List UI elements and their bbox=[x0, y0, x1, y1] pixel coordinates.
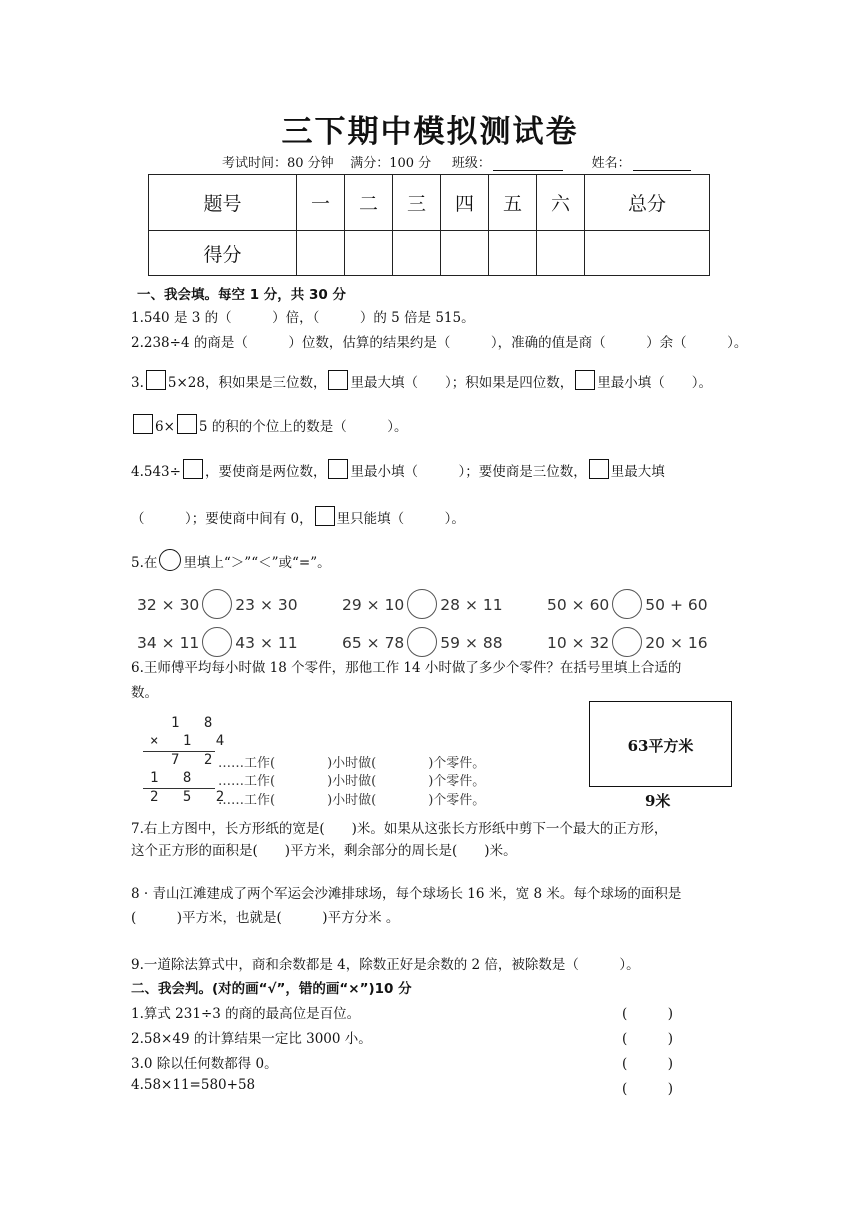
q3b-text-2: 5 的积的个位上的数是（ ）。 bbox=[198, 419, 408, 435]
score-cell[interactable] bbox=[393, 231, 441, 276]
judge-paren[interactable]: ( ) bbox=[622, 1031, 674, 1047]
blank-box bbox=[328, 459, 348, 479]
blank-box bbox=[133, 414, 153, 434]
page-title: 三下期中模拟测试卷 bbox=[281, 114, 579, 150]
score-table bbox=[148, 174, 710, 276]
score-table-header: 二 bbox=[345, 175, 393, 231]
name-blank[interactable] bbox=[633, 170, 691, 171]
score-table-header: 总分 bbox=[585, 175, 710, 231]
comparison-item bbox=[342, 589, 503, 619]
score-table-header: 三 bbox=[393, 175, 441, 231]
comparison-left: 50 × 60 bbox=[547, 596, 610, 614]
question-5 bbox=[131, 549, 331, 571]
comparison-left: 29 × 10 bbox=[342, 596, 405, 614]
blank-box bbox=[177, 414, 197, 434]
q4a-text-3: 里最大填 bbox=[610, 464, 665, 480]
comparison-left: 65 × 78 bbox=[342, 634, 405, 652]
question-2: 2.238÷4 的商是（ ）位数，估算的结果约是（ ），准确的值是商（ ）余（ ）。 bbox=[131, 335, 748, 351]
q4-prefix: 4.543÷ bbox=[131, 464, 181, 480]
question-4a bbox=[131, 459, 665, 480]
score-table-header: 六 bbox=[537, 175, 585, 231]
comparison-item bbox=[342, 627, 503, 657]
q3b-text-1: 6× bbox=[155, 419, 175, 435]
q3a-text-2: 里最大填（ ）；积如果是四位数， bbox=[350, 375, 574, 391]
blank-box bbox=[328, 370, 348, 390]
exam-info bbox=[222, 152, 695, 171]
rectangle-figure bbox=[589, 701, 732, 787]
judge-paren[interactable]: ( ) bbox=[622, 1081, 674, 1097]
judge-item: 1.算式 231÷3 的商的最高位是百位。 bbox=[131, 1006, 361, 1022]
question-4b bbox=[131, 506, 465, 527]
comparison-right: 59 × 88 bbox=[440, 634, 503, 652]
question-7-line2: 这个正方形的面积是( )平方米，剩余部分的周长是( )米。 bbox=[131, 843, 517, 859]
question-8-line1: 8 · 青山江滩建成了两个军运会沙滩排球场，每个球场长 16 米，宽 8 米。每个球场的面积是 bbox=[131, 886, 682, 902]
mult-note: ……工作( )小时做( )个零件。 bbox=[218, 756, 486, 771]
score-cell[interactable] bbox=[537, 231, 585, 276]
blank-box bbox=[575, 370, 595, 390]
class-label: 班级： bbox=[451, 156, 491, 171]
blank-circle bbox=[159, 549, 181, 571]
mult-note: ……工作( )小时做( )个零件。 bbox=[218, 774, 486, 789]
exam-time: 考试时间：80 分钟 bbox=[222, 156, 334, 171]
score-table-header: 一 bbox=[297, 175, 345, 231]
mult-row-5: 2 5 2 bbox=[150, 789, 233, 805]
mult-row-4: 1 8 bbox=[150, 770, 200, 786]
q4a-text-2: 里最小填（ ）；要使商是三位数， bbox=[350, 464, 587, 480]
q3a-text-1: 5×28，积如果是三位数， bbox=[167, 375, 327, 391]
name-label: 姓名： bbox=[591, 156, 631, 171]
comparison-left: 34 × 11 bbox=[137, 634, 200, 652]
q3-prefix: 3. bbox=[131, 375, 144, 391]
judge-paren[interactable]: ( ) bbox=[622, 1056, 674, 1072]
comparison-item bbox=[137, 589, 298, 619]
mult-row-2: × 1 4 bbox=[150, 733, 233, 749]
rectangle-area-label: 63平方米 bbox=[627, 737, 694, 755]
question-7-line1: 7.右上方图中，长方形纸的宽是( )米。如果从这张长方形纸中剪下一个最大的正方形， bbox=[131, 821, 668, 837]
score-table-score-row bbox=[149, 231, 710, 276]
judge-item: 4.58×11=580+58 bbox=[131, 1077, 256, 1093]
compare-circle[interactable] bbox=[202, 627, 232, 657]
score-cell[interactable] bbox=[585, 231, 710, 276]
score-table-header: 题号 bbox=[149, 175, 297, 231]
comparison-right: 23 × 30 bbox=[235, 596, 298, 614]
blank-box bbox=[183, 459, 203, 479]
judge-item: 2.58×49 的计算结果一定比 3000 小。 bbox=[131, 1031, 372, 1047]
blank-box bbox=[146, 370, 166, 390]
question-9: 9.一道除法算式中，商和余数都是 4，除数正好是余数的 2 倍，被除数是（ ）。 bbox=[131, 957, 640, 973]
score-cell[interactable] bbox=[297, 231, 345, 276]
score-table-header: 四 bbox=[441, 175, 489, 231]
comparison-left: 10 × 32 bbox=[547, 634, 610, 652]
q5-text-1: 5.在 bbox=[131, 555, 158, 571]
q4b-text-1: （ ）；要使商中间有 0， bbox=[131, 511, 313, 527]
score-cell[interactable] bbox=[345, 231, 393, 276]
comparison-item bbox=[547, 589, 708, 619]
q3a-text-3: 里最小填（ ）。 bbox=[597, 375, 712, 391]
comparison-right: 43 × 11 bbox=[235, 634, 298, 652]
mult-row-3: 7 2 bbox=[171, 752, 221, 768]
question-8-line2: ( )平方米，也就是( )平方分米 。 bbox=[131, 910, 400, 926]
question-3b bbox=[131, 414, 408, 435]
comparison-item bbox=[547, 627, 708, 657]
judge-paren[interactable]: ( ) bbox=[622, 1006, 674, 1022]
compare-circle[interactable] bbox=[612, 627, 642, 657]
compare-circle[interactable] bbox=[407, 627, 437, 657]
question-3a bbox=[131, 370, 712, 391]
question-6-line2: 数。 bbox=[131, 685, 158, 701]
judge-item: 3.0 除以任何数都得 0。 bbox=[131, 1056, 278, 1072]
class-blank[interactable] bbox=[493, 170, 563, 171]
score-cell[interactable] bbox=[489, 231, 537, 276]
mult-row-1: 1 8 bbox=[171, 715, 221, 731]
comparison-right: 20 × 16 bbox=[645, 634, 708, 652]
blank-box bbox=[315, 506, 335, 526]
mult-note: ……工作( )小时做( )个零件。 bbox=[218, 793, 486, 808]
section2-heading: 二、我会判。(对的画“√”，错的画“×”)10 分 bbox=[131, 981, 412, 997]
comparison-item bbox=[137, 627, 298, 657]
blank-box bbox=[589, 459, 609, 479]
q4b-text-2: 里只能填（ ）。 bbox=[336, 511, 465, 527]
question-6-line1: 6.王师傅平均每小时做 18 个零件，那他工作 14 小时做了多少个零件？在括号里填上合适的 bbox=[131, 660, 682, 676]
compare-circle[interactable] bbox=[202, 589, 232, 619]
rectangle-width-label: 9米 bbox=[645, 792, 671, 810]
score-row-label: 得分 bbox=[149, 231, 297, 276]
q4a-text-1: ，要使商是两位数， bbox=[204, 464, 327, 480]
compare-circle[interactable] bbox=[407, 589, 437, 619]
comparison-right: 28 × 11 bbox=[440, 596, 503, 614]
question-1: 1.540 是 3 的（ ）倍，（ ）的 5 倍是 515。 bbox=[131, 310, 475, 326]
exam-full-score: 满分：100 分 bbox=[350, 156, 432, 171]
score-table-header: 五 bbox=[489, 175, 537, 231]
comparison-left: 32 × 30 bbox=[137, 596, 200, 614]
score-table-header-row bbox=[149, 175, 710, 231]
comparison-right: 50 + 60 bbox=[645, 596, 708, 614]
score-cell[interactable] bbox=[441, 231, 489, 276]
q5-text-2: 里填上“＞”“＜”或“=”。 bbox=[183, 555, 331, 571]
section1-heading: 一、我会填。每空 1 分，共 30 分 bbox=[137, 287, 346, 303]
compare-circle[interactable] bbox=[612, 589, 642, 619]
